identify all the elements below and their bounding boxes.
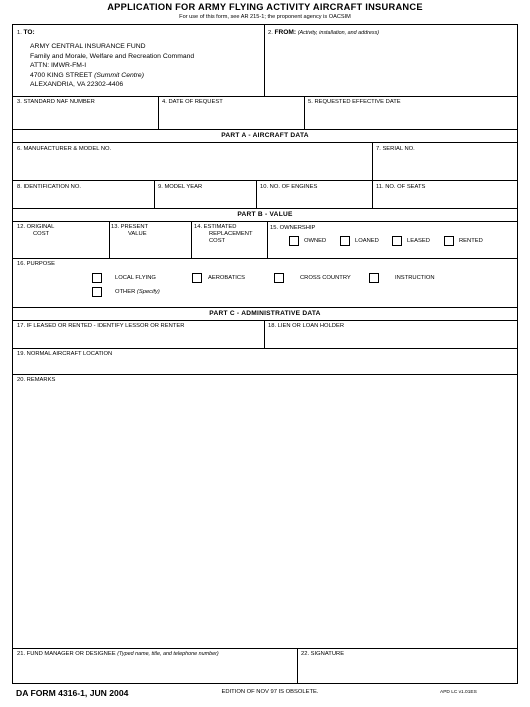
serial-field[interactable]: 7. SERIAL NO. xyxy=(376,146,415,152)
rule xyxy=(13,142,517,143)
local-flying-label: LOCAL FLYING xyxy=(115,275,156,281)
rule xyxy=(13,96,517,97)
divider xyxy=(304,96,305,129)
divider xyxy=(191,221,192,258)
original-cost-field[interactable]: 12. ORIGINAL COST xyxy=(17,224,55,237)
lessor-field[interactable]: 17. IF LEASED OR RENTED - IDENTIFY LESSOR OR RENTER xyxy=(17,323,185,329)
to-address xyxy=(30,42,194,90)
rule xyxy=(13,221,517,222)
owned-checkbox[interactable] xyxy=(289,236,299,246)
aerobatics-checkbox[interactable] xyxy=(192,273,202,283)
date-request-field[interactable]: 4. DATE OF REQUEST xyxy=(162,99,223,105)
effective-date-field[interactable]: 5. REQUESTED EFFECTIVE DATE xyxy=(308,99,401,105)
aerobatics-label: AEROBATICS xyxy=(208,275,245,281)
loaned-option-label: LOANED xyxy=(355,238,379,244)
to-address-line: ARMY CENTRAL INSURANCE FUND xyxy=(30,43,146,50)
to-address-city: ALEXANDRIA, VA 22302-4406 xyxy=(30,81,124,89)
divider xyxy=(264,320,265,348)
divider xyxy=(256,180,257,208)
seats-field[interactable]: 11. NO. OF SEATS xyxy=(376,184,426,190)
section-part-b: PART B - VALUE xyxy=(237,211,293,218)
instruction-label: INSTRUCTION xyxy=(395,275,435,281)
loaned-checkbox[interactable] xyxy=(340,236,350,246)
ownership-label: 15. OWNERSHIP xyxy=(270,225,316,231)
rule xyxy=(13,208,517,209)
rented-option-label: RENTED xyxy=(459,238,483,244)
engines-field[interactable]: 10. NO. OF ENGINES xyxy=(260,184,318,190)
other-purpose-label: OTHER (Specify) xyxy=(115,289,160,295)
identification-field[interactable]: 8. IDENTIFICATION NO. xyxy=(17,184,81,190)
divider xyxy=(297,648,298,684)
aircraft-location-field[interactable]: 19. NORMAL AIRCRAFT LOCATION xyxy=(17,351,113,357)
rule xyxy=(13,307,517,308)
form-body xyxy=(12,24,518,684)
edition-note: EDITION OF NOV 97 IS OBSOLETE. xyxy=(221,689,319,695)
remarks-field[interactable]: 20. REMARKS xyxy=(17,377,56,383)
replacement-cost-field[interactable]: 14. ESTIMATED REPLACEMENT COST xyxy=(194,224,253,244)
owned-option-label: OWNED xyxy=(304,238,327,244)
section-part-a: PART A - AIRCRAFT DATA xyxy=(221,132,309,139)
fund-manager-field[interactable]: 21. FUND MANAGER OR DESIGNEE (Typed name, title, and telephone number) xyxy=(17,651,219,657)
leased-option-label: LEASED xyxy=(407,238,430,244)
rule xyxy=(13,129,517,130)
other-purpose-checkbox[interactable] xyxy=(92,287,102,297)
divider xyxy=(154,180,155,208)
manufacturer-field[interactable]: 6. MANUFACTURER & MODEL NO. xyxy=(17,146,112,152)
lien-holder-field[interactable]: 18. LIEN OR LOAN HOLDER xyxy=(268,323,345,329)
divider xyxy=(264,25,265,96)
rented-checkbox[interactable] xyxy=(444,236,454,246)
rule xyxy=(13,258,517,259)
purpose-label: 16. PURPOSE xyxy=(17,261,56,267)
model-year-field[interactable]: 9. MODEL YEAR xyxy=(158,184,203,190)
to-address-line: ATTN: IMWR-FM-I xyxy=(30,62,87,70)
divider xyxy=(372,142,373,208)
divider xyxy=(109,221,110,258)
local-flying-checkbox[interactable] xyxy=(92,273,102,283)
to-address-street: 4700 KING STREET (Summit Centre) xyxy=(30,71,144,79)
form-subtitle: For use of this form, see AR 215-1; the proponent agency is OACSIM xyxy=(179,14,351,20)
instruction-checkbox[interactable] xyxy=(369,273,379,283)
rule xyxy=(13,320,517,321)
to-label: 1. TO: xyxy=(17,29,35,36)
present-value-field[interactable]: 13. PRESENT VALUE xyxy=(111,224,149,237)
form-number: DA FORM 4316-1, JUN 2004 xyxy=(16,688,129,698)
signature-field[interactable]: 22. SIGNATURE xyxy=(301,651,345,657)
naf-number-field[interactable]: 3. STANDARD NAF NUMBER xyxy=(17,99,95,105)
rule xyxy=(13,348,517,349)
divider xyxy=(267,221,268,258)
from-field[interactable]: 2. FROM: (Activity, installation, and address) xyxy=(268,29,380,36)
apd-version: APD LC v1.01ES xyxy=(440,690,477,695)
leased-checkbox[interactable] xyxy=(392,236,402,246)
rule xyxy=(13,648,517,649)
rule xyxy=(13,374,517,375)
form-title: APPLICATION FOR ARMY FLYING ACTIVITY AIRCRAFT INSURANCE xyxy=(107,2,423,12)
cross-country-label: CROSS COUNTRY xyxy=(300,275,351,281)
cross-country-checkbox[interactable] xyxy=(274,273,284,283)
divider xyxy=(158,96,159,129)
section-part-c: PART C - ADMINISTRATIVE DATA xyxy=(209,310,321,317)
to-address-line: Family and Morale, Welfare and Recreation Command xyxy=(30,52,195,60)
rule xyxy=(13,180,517,181)
